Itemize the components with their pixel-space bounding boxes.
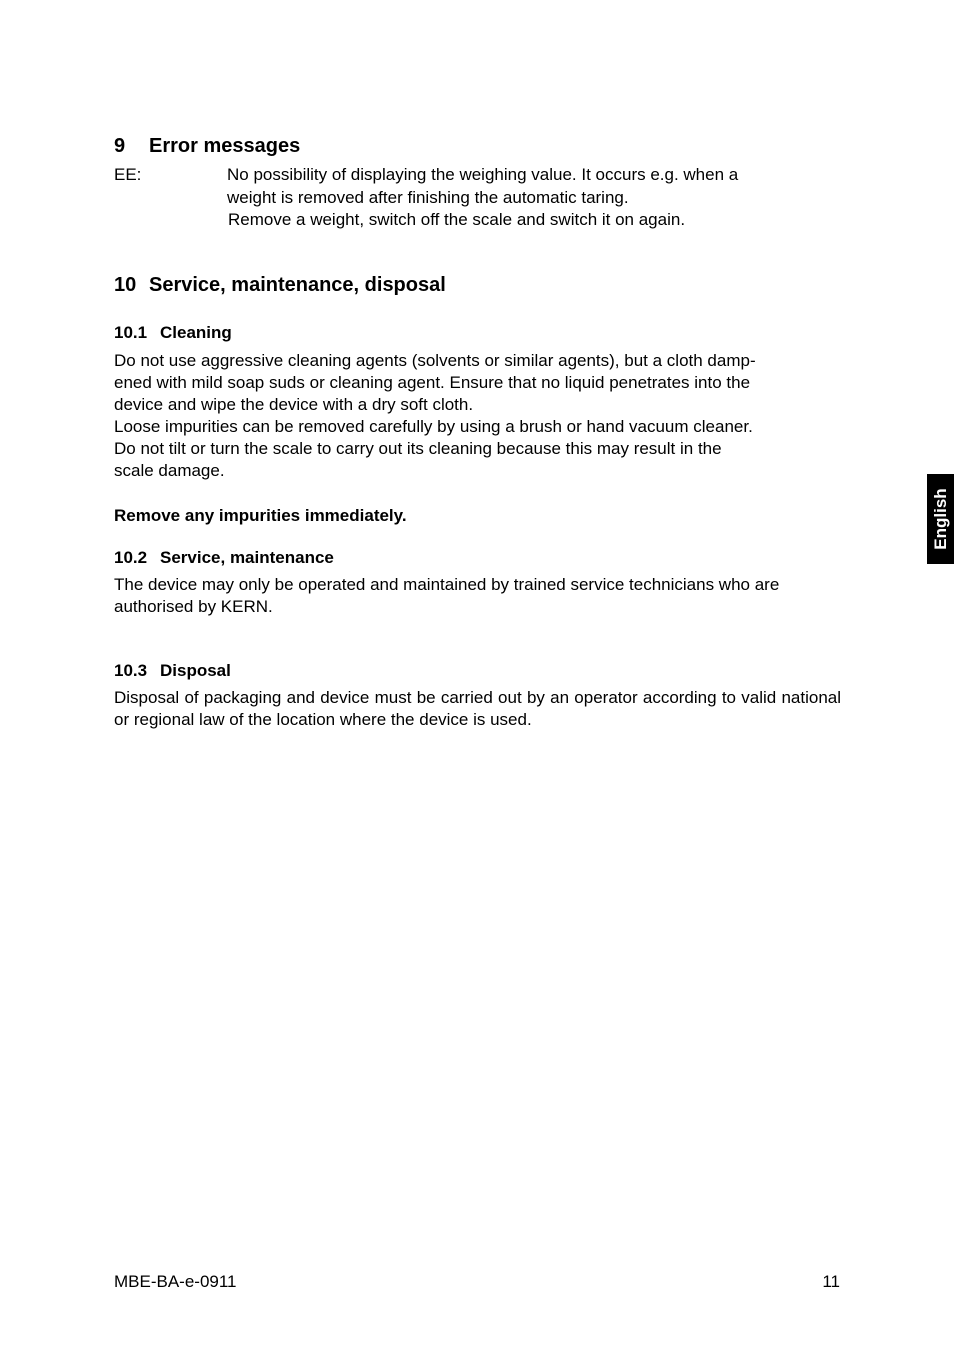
language-tab — [927, 474, 954, 564]
cleaning-line: scale damage. — [114, 461, 225, 480]
section-number: 10 — [114, 274, 137, 296]
cleaning-line: device and wipe the device with a dry soft cloth. — [114, 395, 474, 414]
disposal-text: Disposal of packaging and device must be carried out by an operator according to valid national or regional law of the location where the device is used. — [114, 688, 841, 729]
subsection-number: 10.2 — [114, 548, 148, 567]
cleaning-line: Do not tilt or turn the scale to carry out its cleaning because this may result in the — [114, 439, 722, 458]
section-number: 9 — [114, 135, 126, 157]
error-code: EE: — [114, 165, 142, 184]
subsection-title: Service, maintenance — [160, 548, 334, 567]
cleaning-line: Do not use aggressive cleaning agents (solvents or similar agents), but a cloth damp- — [114, 351, 756, 370]
error-description-line-1: No possibility of displaying the weighing value. It occurs e.g. when a — [227, 165, 739, 184]
subsection-title: Disposal — [160, 661, 231, 680]
subsection-10-3-heading — [114, 660, 231, 682]
subsection-number: 10.3 — [114, 661, 148, 680]
subsection-title: Cleaning — [160, 323, 232, 342]
footer-doc-id: MBE-BA-e-0911 — [114, 1272, 237, 1291]
subsection-10-1-heading — [114, 322, 232, 344]
subsection-number: 10.1 — [114, 323, 148, 342]
section-title: Service, maintenance, disposal — [149, 274, 446, 296]
cleaning-line: ened with mild soap suds or cleaning agent. Ensure that no liquid penetrates into the — [114, 373, 751, 392]
error-remedy: Remove a weight, switch off the scale and switch it on again. — [228, 210, 686, 229]
language-tab-label: English — [930, 488, 950, 550]
section-9-heading — [114, 134, 300, 158]
error-description-line-2: weight is removed after finishing the automatic taring. — [227, 188, 629, 207]
section-10-heading — [114, 273, 446, 297]
subsection-10-2-heading — [114, 547, 334, 569]
section-title: Error messages — [149, 135, 301, 157]
footer-page-number: 11 — [822, 1272, 840, 1291]
cleaning-line: Loose impurities can be removed carefully by using a brush or hand vacuum cleaner. — [114, 417, 753, 436]
cleaning-text — [114, 350, 844, 482]
cleaning-emphasis: Remove any impurities immediately. — [114, 506, 407, 525]
service-text: The device may only be operated and maintained by trained service technicians who are authorised by KERN. — [114, 575, 780, 616]
